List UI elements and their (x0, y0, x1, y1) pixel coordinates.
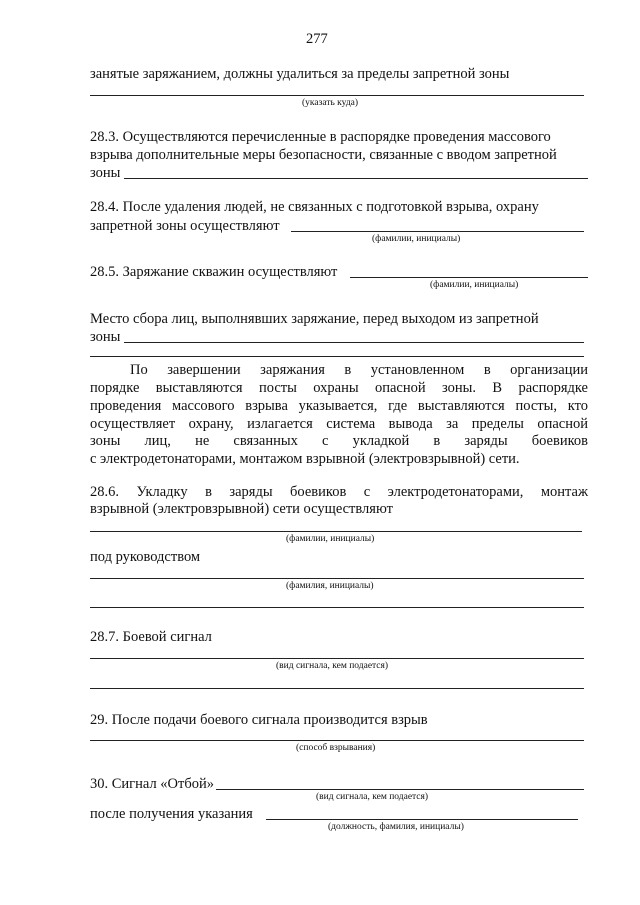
section-28-3-line1: 28.3. Осуществляются перечисленные в распорядке проведения массового (90, 129, 551, 145)
section-29-text: 29. После подачи боевого сигнала производится взрыв (90, 712, 428, 728)
intro-text: занятые заряжанием, должны удалиться за пределы запретной зоны (90, 66, 510, 82)
gathering-line2: зоны (90, 329, 121, 345)
fill-line (90, 95, 584, 96)
section-28-3-line3: зоны (90, 165, 121, 181)
fill-line (90, 578, 584, 579)
section-30-caption2: (должность, фамилия, инициалы) (328, 822, 464, 832)
fill-line (124, 178, 588, 179)
fill-line (291, 231, 584, 232)
section-28-4-line1: 28.4. После удаления людей, не связанных с подготовкой взрыва, охрану (90, 199, 539, 215)
fill-line (90, 356, 584, 357)
fill-line (90, 658, 584, 659)
section-30-text: 30. Сигнал «Отбой» (90, 776, 215, 792)
section-28-6-under: под руководством (90, 549, 201, 565)
fill-line (90, 688, 584, 689)
gathering-line1: Место сбора лиц, выполнявших заряжание, перед выходом из запретной (90, 311, 539, 327)
section-28-4-line2: запретной зоны осуществляют (90, 218, 280, 234)
section-28-6-caption2: (фамилия, инициалы) (286, 581, 374, 591)
fill-line (90, 740, 584, 741)
section-28-6-line2: взрывной (электровзрывной) сети осуществляют (90, 501, 393, 517)
section-28-6-caption1: (фамилии, инициалы) (286, 534, 375, 544)
section-28-6-line1: 28.6. Укладку в заряды боевиков с электродетонаторами, монтаж (90, 484, 588, 500)
section-28-7-caption: (вид сигнала, кем подается) (276, 661, 389, 671)
posts-line3: проведения массового взрыва указывается, где выставляются посты, кто (90, 398, 588, 414)
posts-line4: осуществляет охрану, излагается система вывода за пределы опасной (90, 416, 588, 432)
section-28-5-caption: (фамилии, инициалы) (430, 280, 519, 290)
posts-line2: порядке выставляются посты охраны опасной зоны. В распорядке (90, 380, 588, 396)
section-29-caption: (способ взрывания) (296, 743, 376, 753)
section-28-4-caption: (фамилии, инициалы) (372, 234, 461, 244)
fill-line (350, 277, 588, 278)
fill-line (90, 531, 582, 532)
fill-line (266, 819, 578, 820)
intro-caption: (указать куда) (302, 98, 359, 108)
fill-line (124, 342, 584, 343)
section-30-caption1: (вид сигнала, кем подается) (316, 792, 429, 802)
page-number: 277 (306, 31, 328, 47)
fill-line (216, 789, 584, 790)
posts-line1: По завершении заряжания в установленном в организации (130, 362, 588, 378)
section-28-7-text: 28.7. Боевой сигнал (90, 629, 212, 645)
posts-line5: зоны лиц, не связанных с укладкой в заряды боевиков (90, 433, 588, 449)
section-28-5-line1: 28.5. Заряжание скважин осуществляют (90, 264, 338, 280)
posts-line6: с электродетонаторами, монтажом взрывной (электровзрывной) сети. (90, 451, 520, 467)
section-30-after: после получения указания (90, 806, 253, 822)
fill-line (90, 607, 584, 608)
section-28-3-line2: взрыва дополнительные меры безопасности, связанные с вводом запретной (90, 147, 557, 163)
